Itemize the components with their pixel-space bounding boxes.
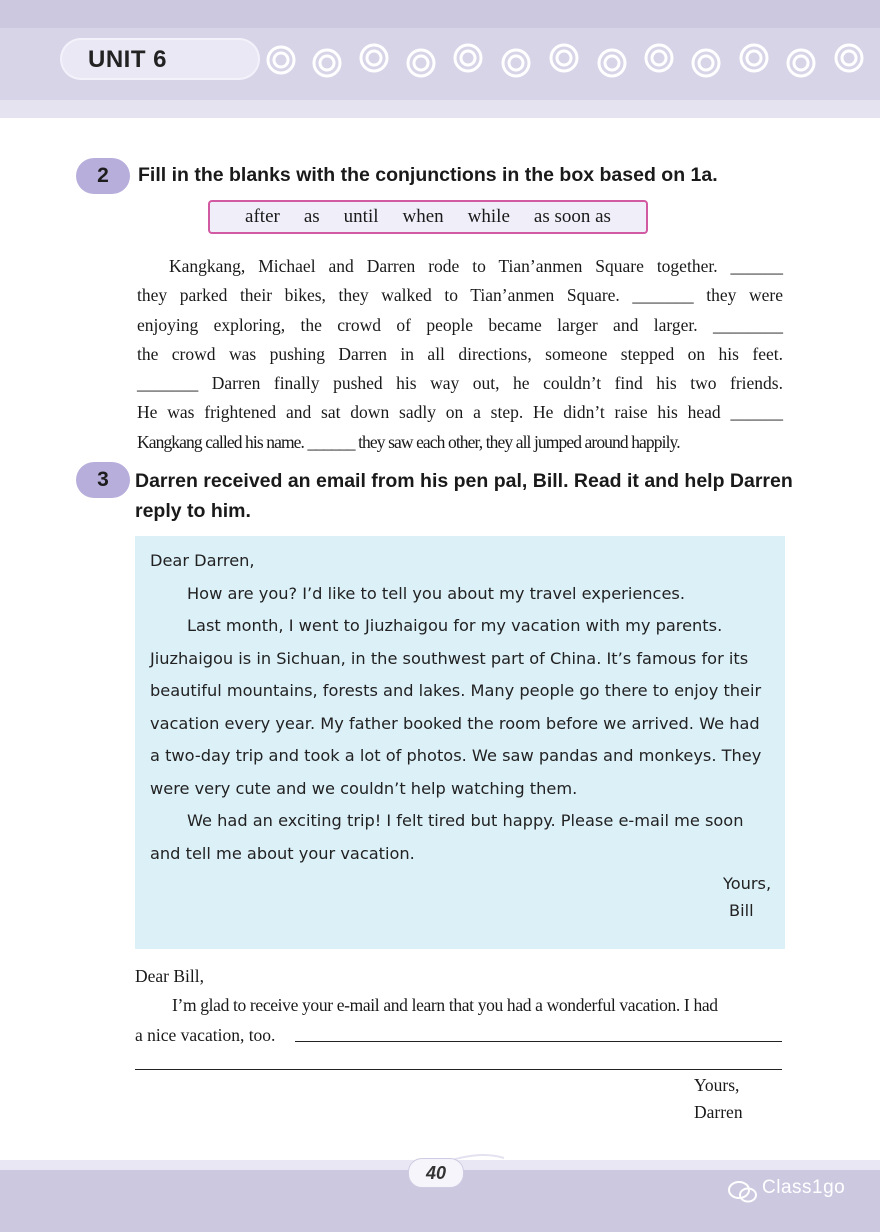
reply-line-2: a nice vacation, too.: [135, 1025, 276, 1045]
conjunction-word-box: [208, 200, 648, 234]
passage-line: _______ Darren finally pushed his way out, he couldn’t find his two friends.: [137, 373, 783, 394]
reply-signature: Darren: [694, 1102, 743, 1122]
email-line: How are you? I’d like to tell you about my travel experiences.: [187, 583, 685, 603]
email-body: [150, 545, 780, 870]
email-line: We had an exciting trip! I felt tired but happy. Please e-mail me soon: [187, 811, 744, 830]
email-line: Last month, I went to Jiuzhaigou for my vacation with my parents.: [187, 616, 723, 635]
section-2-passage: [137, 252, 783, 457]
section-2-number: 2: [76, 158, 130, 194]
email-line: a two-day trip and took a lot of photos. We saw pandas and monkeys. They: [150, 746, 762, 765]
word-while: while: [467, 206, 510, 227]
email-signature: Bill: [729, 901, 754, 920]
word-as: as: [303, 206, 320, 227]
section-3-number: 3: [76, 462, 130, 498]
email-closing: Yours,: [723, 874, 772, 893]
passage-line: Kangkang called his name. ______ they saw each other, they all jumped around happily.: [137, 431, 680, 452]
section-3-instruction-line-2: reply to him.: [135, 500, 251, 522]
reply-line-1: I’m glad to receive your e-mail and learn that you had a wonderful vacation. I had: [172, 995, 718, 1015]
passage-line: they parked their bikes, they walked to Tian’anmen Square. _______ they were: [137, 285, 783, 306]
reply-closing: Yours,: [694, 1075, 740, 1095]
page-number: 40: [408, 1158, 464, 1188]
passage-line: enjoying exploring, the crowd of people became larger and larger. ________: [137, 314, 783, 335]
watermark: Class1go: [762, 1177, 846, 1198]
word-as-soon-as: as soon as: [533, 206, 611, 227]
section-2-instruction: Fill in the blanks with the conjunctions in the box based on 1a.: [138, 164, 718, 186]
reply-answer-line[interactable]: [295, 1041, 782, 1042]
email-greeting: Dear Darren,: [150, 551, 255, 570]
email-line: were very cute and we couldn’t help watching them.: [150, 778, 578, 798]
section-3-instruction-line-1: Darren received an email from his pen pal, Bill. Read it and help Darren: [135, 470, 793, 492]
decorative-rings: [0, 0, 880, 108]
wechat-icon: [728, 1180, 758, 1204]
reply-answer-line[interactable]: [135, 1069, 782, 1070]
email-line: Jiuzhaigou is in Sichuan, in the southwest part of China. It’s famous for its: [150, 648, 749, 668]
word-when: when: [402, 206, 444, 227]
email-line: beautiful mountains, forests and lakes. Many people go there to enjoy their: [150, 681, 762, 700]
reply-greeting: Dear Bill,: [135, 966, 205, 986]
word-after: after: [245, 206, 280, 227]
passage-line: the crowd was pushing Darren in all directions, someone stepped on his feet.: [137, 343, 783, 364]
unit-label: UNIT 6: [88, 46, 168, 73]
word-until: until: [343, 206, 379, 227]
passage-line: Kangkang, Michael and Darren rode to Tian’anmen Square together. ______: [169, 256, 783, 276]
email-line: vacation every year. My father booked the room before we arrived. We had: [150, 713, 760, 733]
passage-line: He was frightened and sat down sadly on a step. He didn’t raise his head ______: [137, 402, 783, 423]
email-line: and tell me about your vacation.: [150, 843, 415, 863]
